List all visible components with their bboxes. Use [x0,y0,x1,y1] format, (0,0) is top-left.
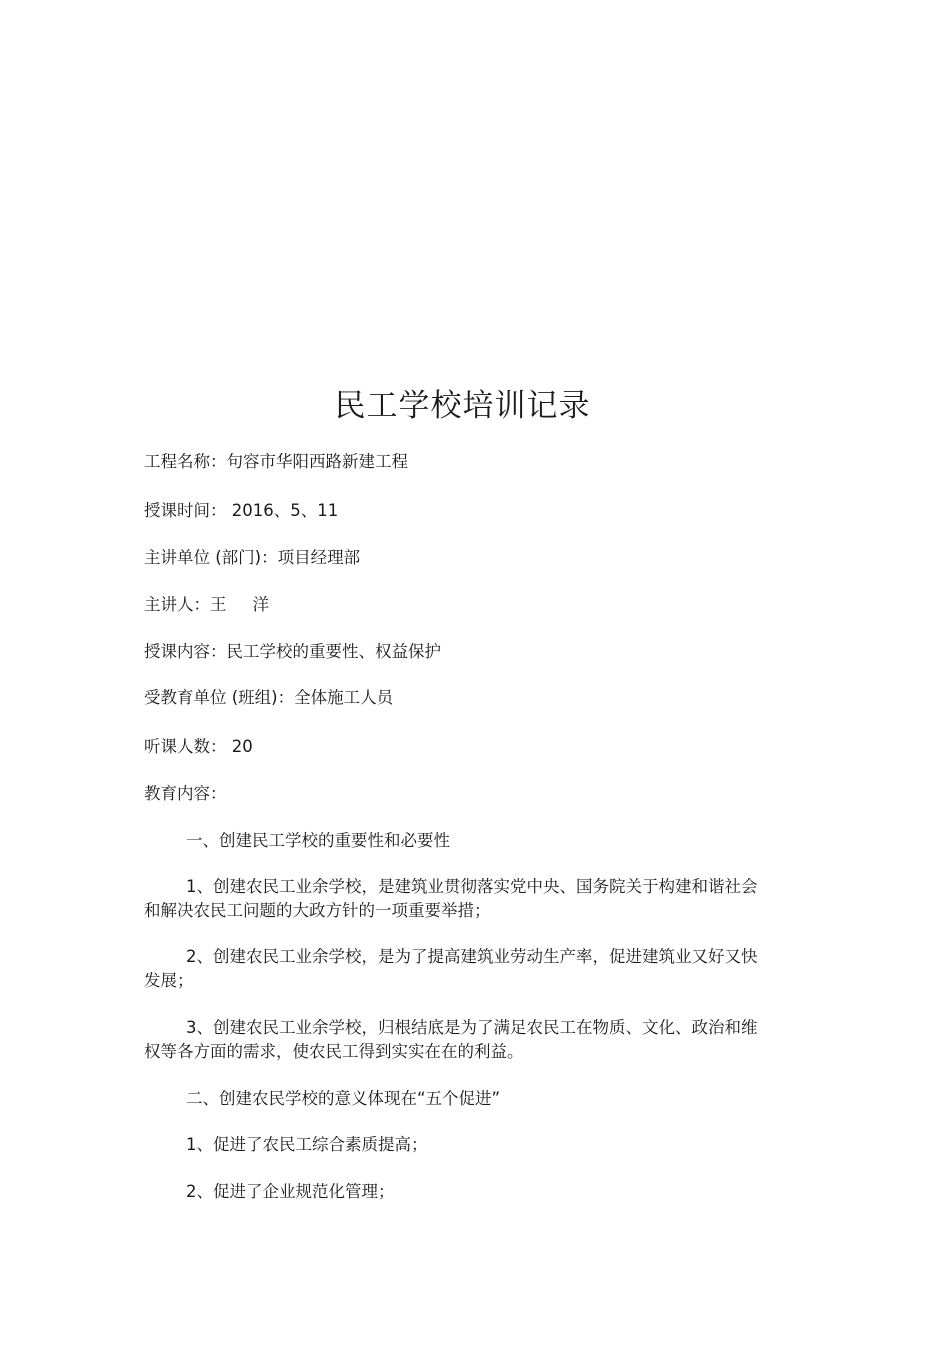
attendee-count-field: 听课人数： 20 [144,737,253,756]
education-content-label: 教育内容： [144,784,227,803]
section-heading-2: 二、创建农民学校的意义体现在“五个促进” [186,1089,501,1108]
lecture-time-field: 授课时间： 2016、5、11 [144,501,339,520]
section-heading-1: 一、创建民工学校的重要性和必要性 [186,831,450,850]
section-1-item-3: 3、创建农民工业余学校，归根结底是为了满足农民工在物质、文化、政治和维权等各方面的需求，使农民工得到实实在在的利益。 [144,1018,758,1061]
lecturer-label: 主讲人：王 [144,595,227,614]
lecture-unit-field: 主讲单位 (部门)：项目经理部 [144,548,361,567]
project-name-field: 工程名称：句容市华阳西路新建工程 [144,452,408,471]
lecturer-field [144,593,269,617]
lecture-content-field: 授课内容：民工学校的重要性、权益保护 [144,642,441,661]
section-2-item-1: 1、促进了农民工综合素质提高； [186,1135,428,1154]
section-1-item-2: 2、创建农民工业余学校，是为了提高建筑业劳动生产率，促进建筑业又好又快发展； [144,947,758,990]
educated-unit-field: 受教育单位 (班组)：全体施工人员 [144,688,394,707]
lecturer-name-rest: 洋 [252,595,269,614]
document-title: 民工学校培训记录 [334,388,591,424]
section-1-item-1: 1、创建农民工业余学校，是建筑业贯彻落实党中央、国务院关于构建和谐社会和解决农民工问题的大政方针的一项重要举措； [144,877,758,920]
section-2-item-2: 2、促进了企业规范化管理； [186,1182,395,1201]
